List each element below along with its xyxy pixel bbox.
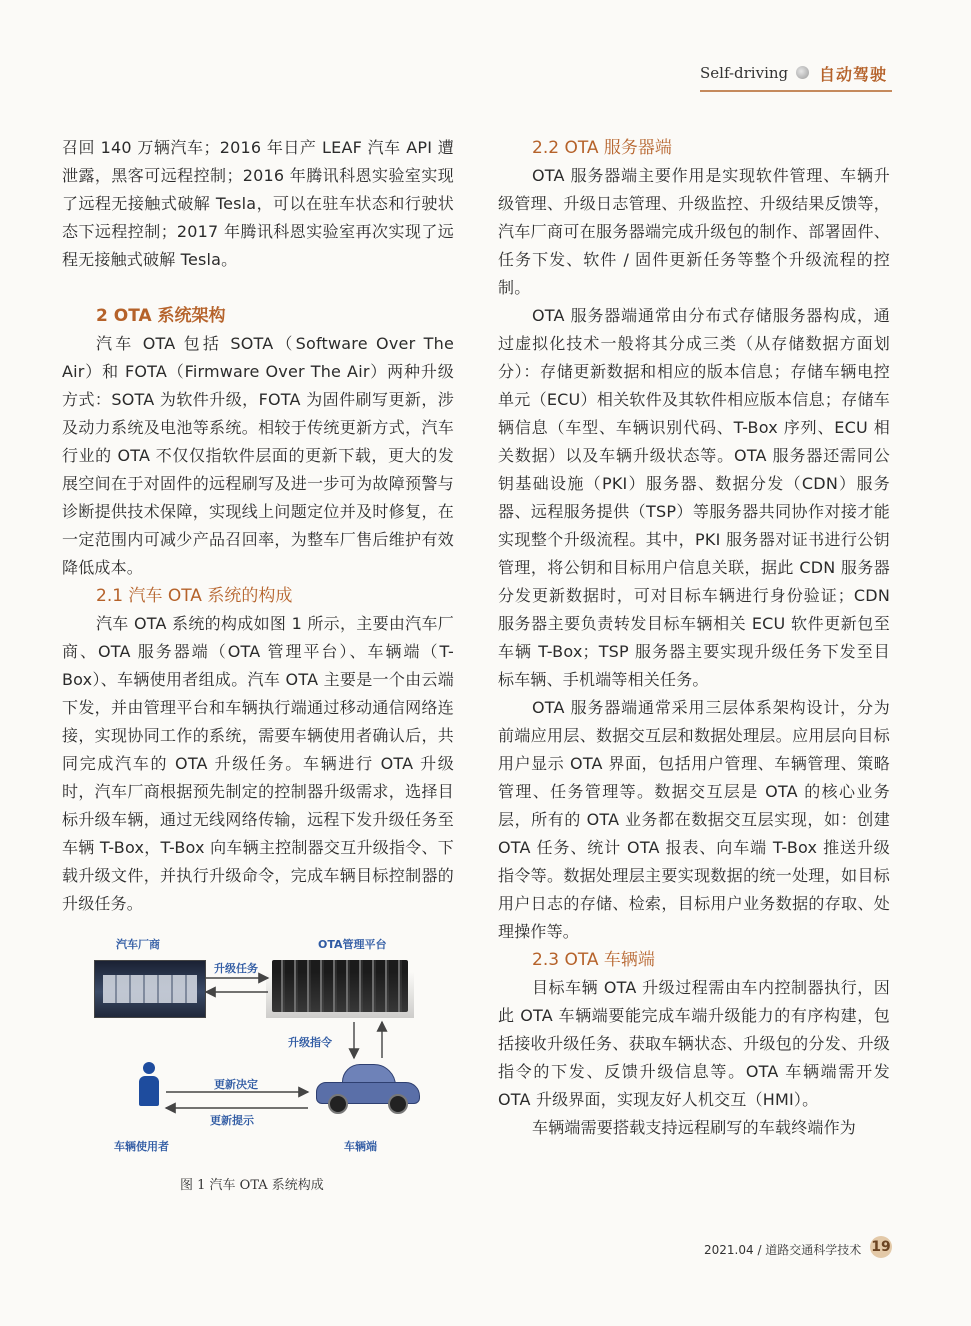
figure-label-command: 升级指令 <box>288 1036 332 1049</box>
section-heading: 2 OTA 系统架构 <box>96 306 226 326</box>
paragraph: 汽车 OTA 系统的构成如图 1 所示，主要由汽车厂商、OTA 服务器端（OTA 管理平台）、车辆端（T-Box）、车辆使用者组成。汽车 OTA 主要是一个由云端下发，并由管理平台和车辆执行端通过移动通信网络连接，实现协同工作的系统，需要车辆使用者确认后，共同完成汽车的 OTA 升级任务。车辆进行 OTA 升级时，汽车厂商根据预先制定的控制器升级需求，选择目标升级车辆，通过无线网络传输，远程下发升级任务至车辆 T-Box，T-Box 向车辆主控制器交互升级指令、下载升级文件，并执行升级命令，完成车辆目标控制器的升级任务。 <box>62 614 454 913</box>
header-section-en: Self-driving <box>700 64 789 82</box>
subsection-heading: 2.2 OTA 服务器端 <box>532 138 672 158</box>
figure-label-vehicle: 车辆端 <box>344 1140 377 1153</box>
header-dot-icon <box>796 66 809 79</box>
header-rule <box>700 90 892 92</box>
vehicle-user-icon <box>138 1062 160 1106</box>
figure-label-prompt: 更新提示 <box>210 1114 254 1127</box>
figure-caption: 图 1 汽车 OTA 系统构成 <box>180 1178 324 1193</box>
paragraph: OTA 服务器端通常采用三层体系架构设计，分为前端应用层、数据交互层和数据处理层。应用层向目标用户显示 OTA 界面，包括用户管理、车辆管理、策略管理、任务管理等。数据交互层是 OTA 的核心业务层，所有的 OTA 业务都在数据交互层实现，如：创建 OTA 任务、统计 OTA 报表、向车端 T-Box 推送升级指令等。数据处理层主要实现数据的统一处理，如目标用户日志的存储、检索，目标用户业务数据的存取、处理操作等。 <box>498 698 890 941</box>
left-column <box>62 134 454 918</box>
figure-arrows <box>86 930 432 1160</box>
car-icon <box>312 1064 422 1110</box>
page-number: 19 <box>870 1236 892 1258</box>
paragraph: OTA 服务器端通常由分布式存储服务器构成，通过虚拟化技术一般将其分成三类（从存储数据方面划分）：存储更新数据和相应的版本信息；存储车辆电控单元（ECU）相关软件及其软件相应版本信息；存储车辆信息（车型、车辆识别代码、T-Box 序列、ECU 相关数据）以及车辆升级状态等。OTA 服务器还需同公钥基础设施（PKI）服务器、数据分发（CDN）服务器、远程服务提供（TSP）等服务器共同协作对接才能实现整个升级流程。其中，PKI 服务器对证书进行公钥管理，将公钥和目标用户信息关联，据此 CDN 服务器分发更新数据时，可对目标车辆进行身份验证；CDN 服务器主要负责转发目标车辆相关 ECU 软件更新包至车辆 T-Box；TSP 服务器主要实现升级任务下发至目标车辆、手机端等相关任务。 <box>498 306 890 689</box>
paragraph: 目标车辆 OTA 升级过程需由车内控制器执行，因此 OTA 车辆端要能完成车端升级能力的有序构建，包括接收升级任务、获取车辆状态、升级包的分发、升级指令的下发、反馈升级信息等。OTA 车辆端需开发 OTA 升级界面，实现友好人机交互（HMI）。 <box>498 978 890 1109</box>
paragraph: 车辆端需要搭载支持远程刷写的车载终端作为 <box>532 1118 857 1137</box>
subsection-heading: 2.3 OTA 车辆端 <box>532 950 655 970</box>
header-section-cn: 自动驾驶 <box>819 65 888 84</box>
paragraph: 汽车 OTA 包括 SOTA（Software Over The Air）和 FOTA（Firmware Over The Air）两种升级方式：SOTA 为软件升级，FOTA 为固件刷写更新，涉及动力系统及电池等系统。相较于传统更新方式，汽车行业的 OTA 不仅仅指软件层面的更新下载，更大的发展空间在于对固件的远程刷写及进一步可为故障预警与诊断提供技术保障，实现线上问题定位并及时修复，在一定范围内可减少产品召回率，为整车厂售后维护有效降低成本。 <box>62 334 454 577</box>
right-column <box>498 134 890 1142</box>
figure-ota-system <box>86 930 432 1160</box>
footer-issue: 2021.04 / 道路交通科学技术 <box>704 1243 862 1257</box>
running-header <box>700 60 892 90</box>
paragraph: 召回 140 万辆汽车；2016 年日产 LEAF 汽车 API 遭泄露，黑客可远程控制；2016 年腾讯科恩实验室实现了远程无接触式破解 Tesla，可以在驻车状态和行驶状态下远程控制；2017 年腾讯科恩实验室再次实现了远程无接触式破解 Tesla。 <box>62 138 454 269</box>
figure-label-maker: 汽车厂商 <box>116 938 160 951</box>
paragraph: OTA 服务器端主要作用是实现软件管理、车辆升级管理、升级日志管理、升级监控、升级结果反馈等，汽车厂商可在服务器端完成升级包的制作、部署固件、任务下发、软件 / 固件更新任务等整个升级流程的控制。 <box>498 166 890 297</box>
figure-label-platform: OTA管理平台 <box>318 938 387 951</box>
figure-label-decision: 更新决定 <box>214 1078 258 1091</box>
figure-label-user: 车辆使用者 <box>114 1140 169 1153</box>
subsection-heading: 2.1 汽车 OTA 系统的构成 <box>96 586 293 606</box>
figure-label-task: 升级任务 <box>214 962 258 975</box>
